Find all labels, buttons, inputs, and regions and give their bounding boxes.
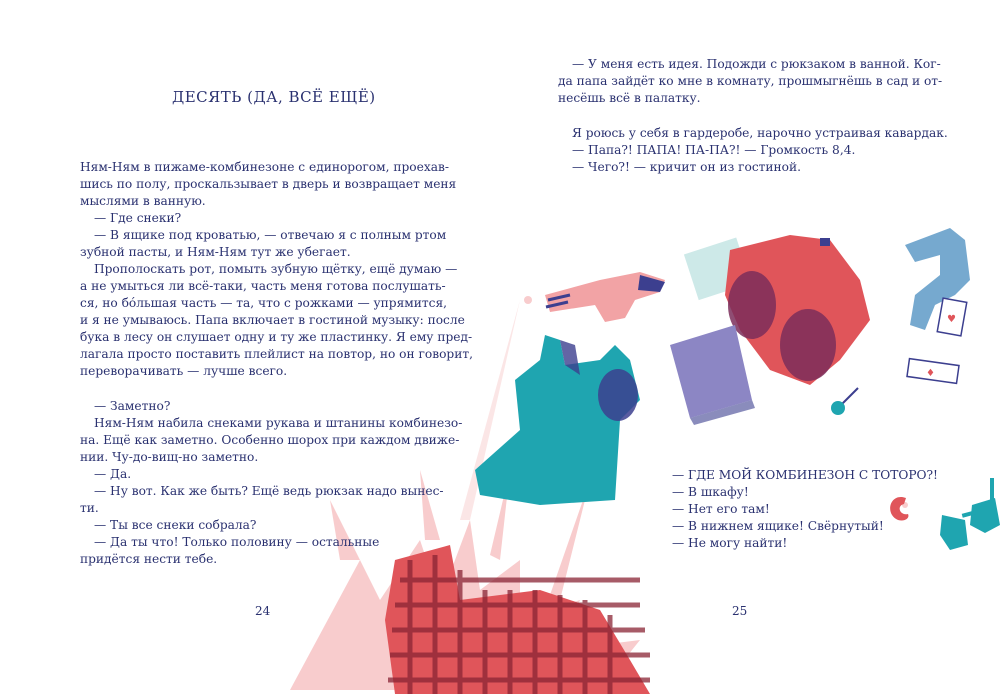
text-line: шись по полу, проскальзывает в дверь и возвращает меня xyxy=(80,177,457,191)
text-line: мыслями в ванную. xyxy=(80,194,206,208)
text-line: — Да. xyxy=(94,467,132,481)
chapter-heading: ДЕСЯТЬ (ДА, ВСЁ ЕЩЁ) xyxy=(172,88,376,106)
right-paragraph-3 xyxy=(658,467,938,552)
text-line: Я роюсь у себя в гардеробе, нарочно устраивая кавардак. xyxy=(572,126,948,140)
text-line: — Не могу найти! xyxy=(672,536,788,550)
text-line: да папа зайдёт ко мне в комнату, прошмыгнёшь в сад и от- xyxy=(558,74,943,88)
text-line: а не умыться ли всё-таки, часть меня готова послушать- xyxy=(80,279,446,293)
text-line: бука в лесу он слушает одну и ту же пластинку. Я ему пред- xyxy=(80,330,473,344)
text-line: — В нижнем ящике! Свёрнутый! xyxy=(672,519,884,533)
text-line: — Нет его там! xyxy=(672,502,770,516)
text-line: Ням-Ням в пижаме-комбинезоне с единорогом, проехав- xyxy=(80,160,449,174)
left-paragraph-1 xyxy=(80,159,473,380)
text-line: на. Ещё как заметно. Особенно шорох при каждом движе- xyxy=(80,433,460,447)
text-line: — Да ты что! Только половину — остальные xyxy=(94,535,380,549)
text-line: нии. Чу-до-вищ-но заметно. xyxy=(80,450,259,464)
text-line: зубной пасты, и Ням-Ням тут же убегает. xyxy=(80,245,351,259)
text-line: — У меня есть идея. Подожди с рюкзаком в ванной. Ког- xyxy=(572,57,941,71)
left-paragraph-2 xyxy=(80,398,462,568)
text-line: — В шкафу! xyxy=(672,485,749,499)
text-line: — Ты все снеки собрала? xyxy=(94,518,257,532)
text-line: — В ящике под кроватью, — отвечаю я с полным ртом xyxy=(94,228,447,242)
text-line: и я не умываюсь. Папа включает в гостиной музыку: после xyxy=(80,313,465,327)
text-line: ся, но бóльшая часть — та, что с рожками — упрямится, xyxy=(80,296,448,310)
right-page xyxy=(500,0,1000,694)
page-number-right: 25 xyxy=(732,604,748,618)
text-line: Ням-Ням набила снеками рукава и штанины комбинезо- xyxy=(94,416,463,430)
text-line: Прополоскать рот, помыть зубную щётку, ещё думаю — xyxy=(94,262,458,276)
right-paragraph-2 xyxy=(558,125,948,176)
text-line: — Заметно? xyxy=(94,399,171,413)
text-line: придётся нести тебе. xyxy=(80,552,218,566)
text-line: — Чего?! — кричит он из гостиной. xyxy=(572,160,801,174)
text-line: лагала просто поставить плейлист на повтор, но он говорит, xyxy=(80,347,473,361)
right-paragraph-1 xyxy=(558,56,942,107)
text-line: — Папа?! ПАПА! ПА-ПА?! — Громкость 8,4. xyxy=(572,143,856,157)
text-line: — Ну вот. Как же быть? Ещё ведь рюкзак надо вынес- xyxy=(94,484,444,498)
svg-text:♥: ♥ xyxy=(947,314,956,325)
page-number-left: 24 xyxy=(255,604,271,618)
text-line: переворачивать — лучше всего. xyxy=(80,364,288,378)
svg-text:♦: ♦ xyxy=(926,368,935,379)
text-line: несёшь всё в палатку. xyxy=(558,91,701,105)
text-line: — Где снеки? xyxy=(94,211,182,225)
text-line: ти. xyxy=(80,501,99,515)
text-line: — ГДЕ МОЙ КОМБИНЕЗОН С ТОТОРО?! xyxy=(672,468,938,482)
